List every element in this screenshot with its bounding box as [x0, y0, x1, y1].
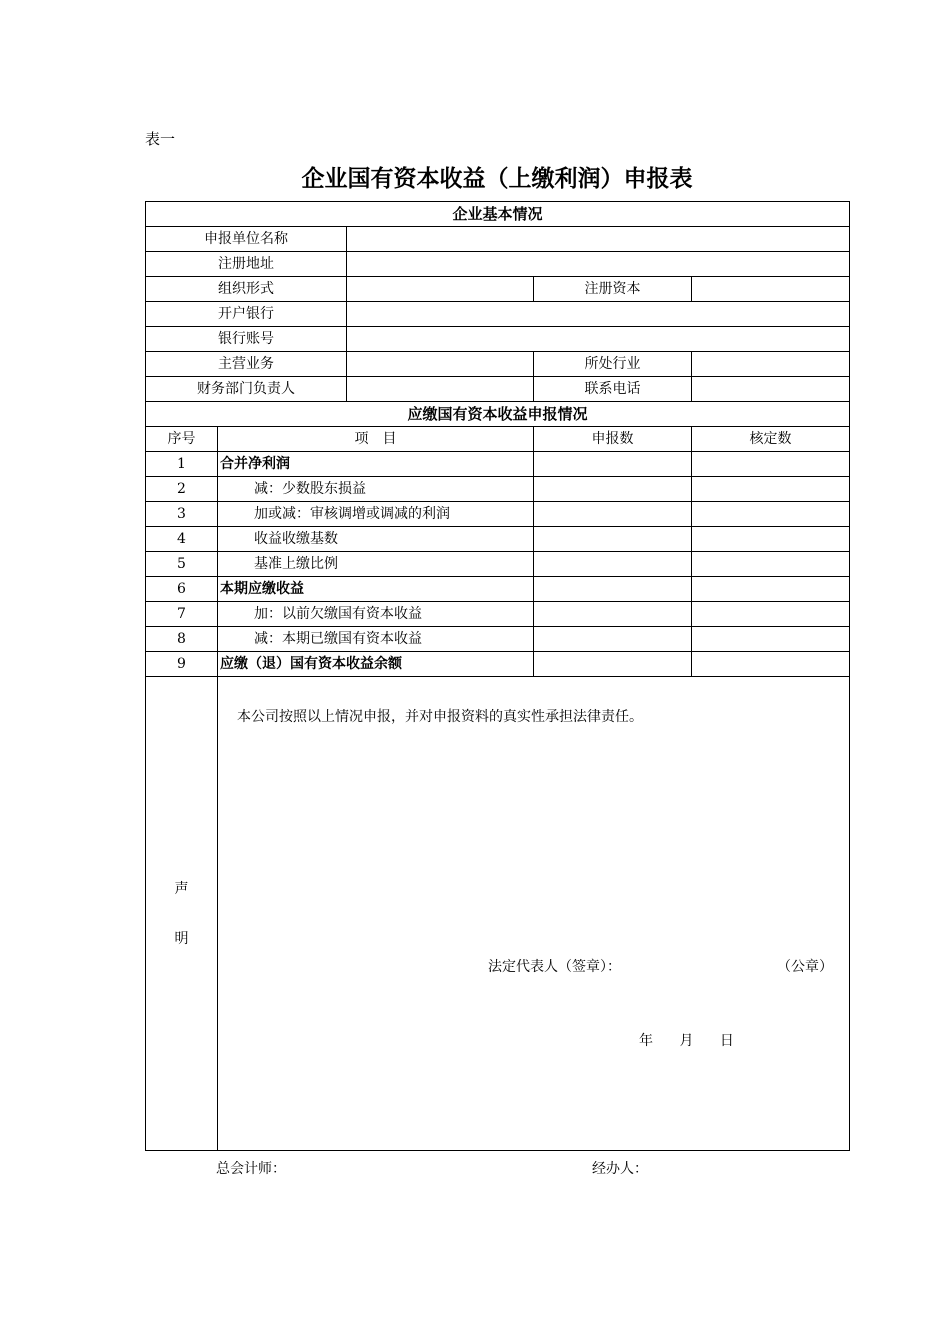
row-seq: 3: [146, 502, 218, 527]
handler-label: 经办人：: [592, 1161, 648, 1177]
declaration-label: [146, 677, 218, 1151]
row-seq: 4: [146, 527, 218, 552]
org-form-field[interactable]: [347, 277, 534, 302]
approved-cell[interactable]: [692, 502, 850, 527]
date-year: 年: [639, 1033, 653, 1049]
main-business-field[interactable]: [347, 352, 534, 377]
row-seq: 1: [146, 452, 218, 477]
form-row: [146, 327, 850, 352]
section-header-row: [146, 402, 850, 427]
declared-cell[interactable]: [534, 477, 692, 502]
declaration-text: 本公司按照以上情况申报，并对申报资料的真实性承担法律责任。: [237, 709, 643, 725]
approved-cell[interactable]: [692, 577, 850, 602]
table-row: [146, 502, 850, 527]
declared-cell[interactable]: [534, 602, 692, 627]
declaration-date: [639, 1034, 756, 1048]
page-title: 企业国有资本收益（上缴利润）申报表: [301, 166, 693, 192]
row-item: 减：少数股东损益: [218, 477, 534, 502]
declared-cell[interactable]: [534, 552, 692, 577]
approved-header: 核定数: [692, 427, 850, 452]
declared-cell[interactable]: [534, 627, 692, 652]
section-header-row: [146, 202, 850, 227]
reg-capital-label: 注册资本: [534, 277, 692, 302]
declared-header: 申报数: [534, 427, 692, 452]
declared-cell[interactable]: [534, 527, 692, 552]
form-row: [146, 252, 850, 277]
column-header-row: [146, 427, 850, 452]
declaration-label-char: 声: [174, 880, 189, 897]
approved-cell[interactable]: [692, 527, 850, 552]
main-business-label: 主营业务: [146, 352, 347, 377]
table-row: [146, 627, 850, 652]
row-item: 基准上缴比例: [218, 552, 534, 577]
row-seq: 6: [146, 577, 218, 602]
table-row: [146, 452, 850, 477]
industry-field[interactable]: [692, 352, 850, 377]
row-item: 合并净利润: [218, 452, 534, 477]
row-item: 加或减：审核调增或调减的利润: [218, 502, 534, 527]
row-seq: 9: [146, 652, 218, 677]
row-item: 应缴（退）国有资本收益余额: [218, 652, 534, 677]
approved-cell[interactable]: [692, 552, 850, 577]
declared-cell[interactable]: [534, 452, 692, 477]
company-name-field[interactable]: [347, 227, 850, 252]
legal-rep-signature: 法定代表人（签章）：: [488, 959, 621, 975]
form-row: [146, 227, 850, 252]
declaration-form: [145, 201, 850, 1151]
bank-label: 开户银行: [146, 302, 347, 327]
company-name-label: 申报单位名称: [146, 227, 347, 252]
reg-capital-field[interactable]: [692, 277, 850, 302]
company-seal: （公章）: [777, 959, 833, 975]
row-seq: 8: [146, 627, 218, 652]
approved-cell[interactable]: [692, 452, 850, 477]
section-report-title: 应缴国有资本收益申报情况: [146, 402, 850, 427]
form-row: [146, 277, 850, 302]
industry-label: 所处行业: [534, 352, 692, 377]
bank-field[interactable]: [347, 302, 850, 327]
table-row: [146, 577, 850, 602]
table-row: [146, 477, 850, 502]
account-field[interactable]: [347, 327, 850, 352]
table-row: [146, 652, 850, 677]
account-label: 银行账号: [146, 327, 347, 352]
row-item: 收益收缴基数: [218, 527, 534, 552]
document-label: 表一: [145, 130, 176, 148]
org-form-label: 组织形式: [146, 277, 347, 302]
reg-address-label: 注册地址: [146, 252, 347, 277]
table-row: [146, 552, 850, 577]
form-row: [146, 377, 850, 402]
row-item: 减：本期已缴国有资本收益: [218, 627, 534, 652]
row-seq: 2: [146, 477, 218, 502]
table-row: [146, 527, 850, 552]
approved-cell[interactable]: [692, 652, 850, 677]
seq-header: 序号: [146, 427, 218, 452]
section-basic-title: 企业基本情况: [146, 202, 850, 227]
form-row: [146, 302, 850, 327]
row-item: 本期应缴收益: [218, 577, 534, 602]
phone-field[interactable]: [692, 377, 850, 402]
date-month: 月: [679, 1033, 694, 1049]
row-seq: 7: [146, 602, 218, 627]
declaration-row: [146, 677, 850, 1151]
declaration-label-char: 明: [174, 930, 189, 947]
declaration-body[interactable]: [218, 677, 850, 1151]
row-item: 加：以前欠缴国有资本收益: [218, 602, 534, 627]
table-row: [146, 602, 850, 627]
declared-cell[interactable]: [534, 652, 692, 677]
chief-accountant-label: 总会计师：: [216, 1161, 286, 1177]
declared-cell[interactable]: [534, 577, 692, 602]
approved-cell[interactable]: [692, 477, 850, 502]
row-seq: 5: [146, 552, 218, 577]
form-row: [146, 352, 850, 377]
finance-head-label: 财务部门负责人: [146, 377, 347, 402]
approved-cell[interactable]: [692, 627, 850, 652]
finance-head-field[interactable]: [347, 377, 534, 402]
approved-cell[interactable]: [692, 602, 850, 627]
date-day: 日: [719, 1033, 734, 1049]
item-header: 项 目: [218, 427, 534, 452]
declared-cell[interactable]: [534, 502, 692, 527]
phone-label: 联系电话: [534, 377, 692, 402]
reg-address-field[interactable]: [347, 252, 850, 277]
